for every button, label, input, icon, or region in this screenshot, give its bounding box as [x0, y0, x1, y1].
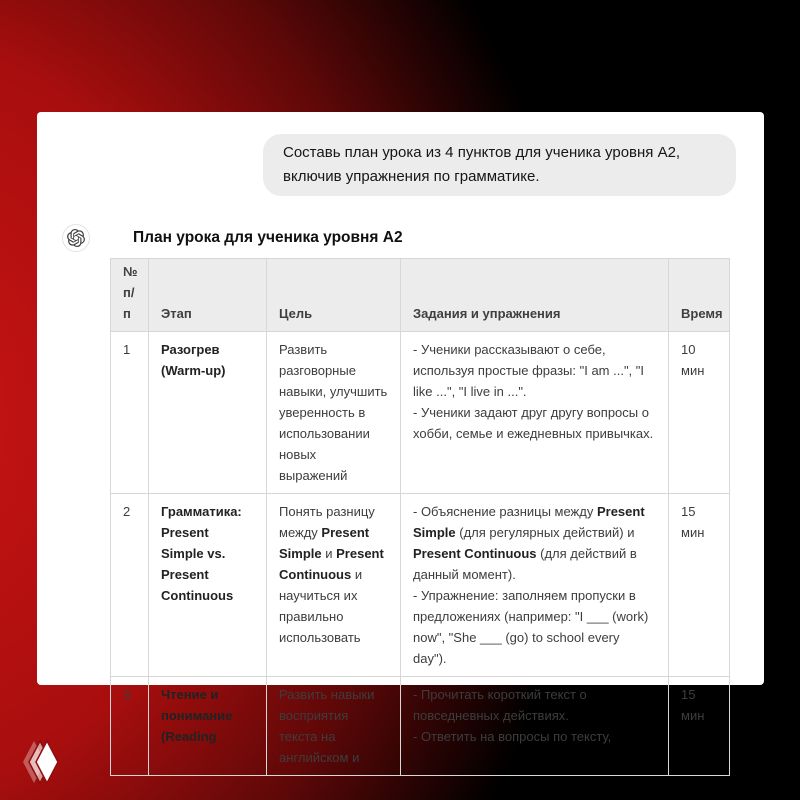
layered-diamond-logo-icon — [17, 732, 77, 792]
chatgpt-avatar — [62, 224, 90, 252]
column-header-4: Задания и упражнения — [401, 259, 669, 332]
row-number-cell: 1 — [111, 332, 149, 494]
openai-logo-icon — [67, 229, 85, 247]
goal-cell: Развить разговорные навыки, улучшить уверенность в использовании новых выражений — [267, 332, 401, 494]
table-row — [111, 677, 730, 776]
stage-cell: Разогрев (Warm-up) — [149, 332, 267, 494]
tasks-cell: - Прочитать короткий текст о повседневных действиях. - Ответить на вопросы по тексту, — [401, 677, 669, 776]
table-row — [111, 494, 730, 677]
time-cell: 15 мин — [669, 494, 730, 677]
user-message-bubble — [263, 134, 736, 196]
column-header-1: № п/п — [111, 259, 149, 332]
stage-cell: Чтение и понимание (Reading — [149, 677, 267, 776]
row-number-cell: 2 — [111, 494, 149, 677]
time-cell: 15 мин — [669, 677, 730, 776]
chat-screenshot-card — [37, 112, 764, 765]
brand-logo — [17, 732, 77, 792]
lesson-plan-table — [110, 258, 730, 776]
tasks-cell: - Ученики рассказывают о себе, используя простые фразы: "I am ...", "I like ...", "I live in ...". - Ученики задают друг другу вопросы о хобби, семье и ежедневных привычках. — [401, 332, 669, 494]
column-header-2: Этап — [149, 259, 267, 332]
row-number-cell: 3 — [111, 677, 149, 776]
table-row — [111, 332, 730, 494]
tasks-cell: - Объяснение разницы между Present Simple (для регулярных действий) и Present Continuous (для действий в данный момент). - Упражнение: заполняем пропуски в предложениях (например: "I ___ (work) now", "She ___ (go) to school every day"). — [401, 494, 669, 677]
time-cell: 10 мин — [669, 332, 730, 494]
user-message-text: Составь план урока из 4 пунктов для ученика уровня A2, включив упражнения по грамматике. — [283, 144, 681, 185]
column-header-3: Цель — [267, 259, 401, 332]
column-header-5: Время — [669, 259, 730, 332]
goal-cell: Развить навыки восприятия текста на английском и — [267, 677, 401, 776]
assistant-title: План урока для ученика уровня A2 — [133, 229, 403, 246]
table-header-row — [111, 259, 730, 332]
goal-cell: Понять разницу между Present Simple и Present Continuous и научиться их правильно использовать — [267, 494, 401, 677]
stage-cell: Грамматика: Present Simple vs. Present Continuous — [149, 494, 267, 677]
